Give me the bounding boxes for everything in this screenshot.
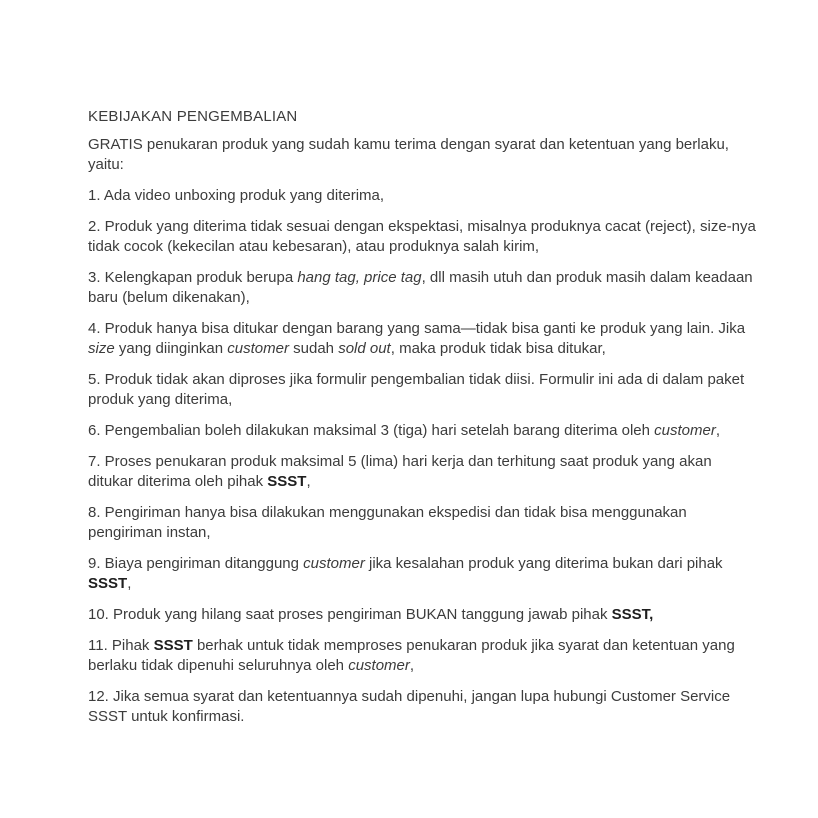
brand-name: SSST (153, 637, 193, 654)
policy-paragraph (88, 503, 760, 543)
text-segment: , (306, 473, 311, 490)
text-segment: , dll masih utuh dan produk masih dalam keadaan baru (belum dikenakan), (88, 269, 753, 306)
policy-paragraph (88, 554, 760, 594)
emphasized-term: customer (303, 555, 365, 572)
policy-paragraph (88, 319, 760, 359)
emphasized-term: customer (348, 657, 410, 674)
policy-paragraph (88, 217, 760, 257)
policy-paragraph (88, 605, 760, 625)
page-title: KEBIJAKAN PENGEMBALIAN (88, 108, 298, 125)
text-segment: yang diinginkan (114, 340, 228, 357)
text-segment: 1. Ada video unboxing produk yang diterima, (88, 187, 385, 204)
text-segment: 3. Kelengkapan produk berupa (88, 269, 298, 286)
text-segment: 2. Produk yang diterima tidak sesuai dengan ekspektasi, misalnya produknya cacat (reject), size-nya tidak cocok (kekecilan atau kebesaran), atau produknya salah kirim, (88, 218, 756, 255)
brand-name: SSST, (611, 606, 654, 623)
text-segment: berhak untuk tidak memproses penukaran produk jika syarat dan ketentuan yang berlaku tidak dipenuhi seluruhnya oleh (88, 637, 735, 674)
brand-name: SSST (267, 473, 307, 490)
text-segment: GRATIS penukaran produk yang sudah kamu terima dengan syarat dan ketentuan yang berlaku, yaitu: (88, 136, 729, 173)
policy-paragraph (88, 687, 760, 727)
text-segment: , (409, 657, 415, 674)
text-segment: , (715, 422, 721, 439)
policy-paragraph (88, 186, 760, 206)
policy-paragraph (88, 370, 760, 410)
policy-paragraph (88, 452, 760, 492)
policy-paragraph (88, 636, 760, 676)
policy-body (88, 135, 760, 727)
policy-paragraph (88, 268, 760, 308)
text-segment: 6. Pengembalian boleh dilakukan maksimal 3 (tiga) hari setelah barang diterima oleh (88, 422, 655, 439)
text-segment: sudah (288, 340, 339, 357)
text-segment: 12. Jika semua syarat dan ketentuannya sudah dipenuhi, jangan lupa hubungi Customer Service SSST untuk konfirmasi. (88, 688, 731, 725)
text-segment: 5. Produk tidak akan diproses jika formulir pengembalian tidak diisi. Formulir ini ada di dalam paket produk yang diterima, (88, 371, 745, 408)
emphasized-term: customer (654, 422, 716, 439)
text-segment: 8. Pengiriman hanya bisa dilakukan menggunakan ekspedisi dan tidak bisa menggunakan pengiriman instan, (88, 504, 687, 541)
text-segment: , maka produk tidak bisa ditukar, (390, 340, 606, 357)
emphasized-term: sold out (338, 340, 391, 357)
emphasized-term: size (88, 340, 115, 357)
policy-paragraph (88, 135, 760, 175)
text-segment: 4. Produk hanya bisa ditukar dengan barang yang sama—tidak bisa ganti ke produk yang lain. Jika (88, 320, 746, 337)
policy-paragraph (88, 421, 760, 441)
emphasized-term: customer (227, 340, 289, 357)
text-segment: 11. Pihak (88, 637, 154, 654)
text-segment: 9. Biaya pengiriman ditanggung (88, 555, 304, 572)
text-segment: 7. Proses penukaran produk maksimal 5 (lima) hari kerja dan terhitung saat produk yang akan ditukar diterima oleh pihak (88, 453, 712, 490)
emphasized-term: hang tag, price tag (297, 269, 422, 286)
text-segment: 10. Produk yang hilang saat proses pengiriman BUKAN tanggung jawab pihak (88, 606, 612, 623)
text-segment: , (127, 575, 132, 592)
text-segment: jika kesalahan produk yang diterima bukan dari pihak (364, 555, 723, 572)
brand-name: SSST (88, 575, 128, 592)
